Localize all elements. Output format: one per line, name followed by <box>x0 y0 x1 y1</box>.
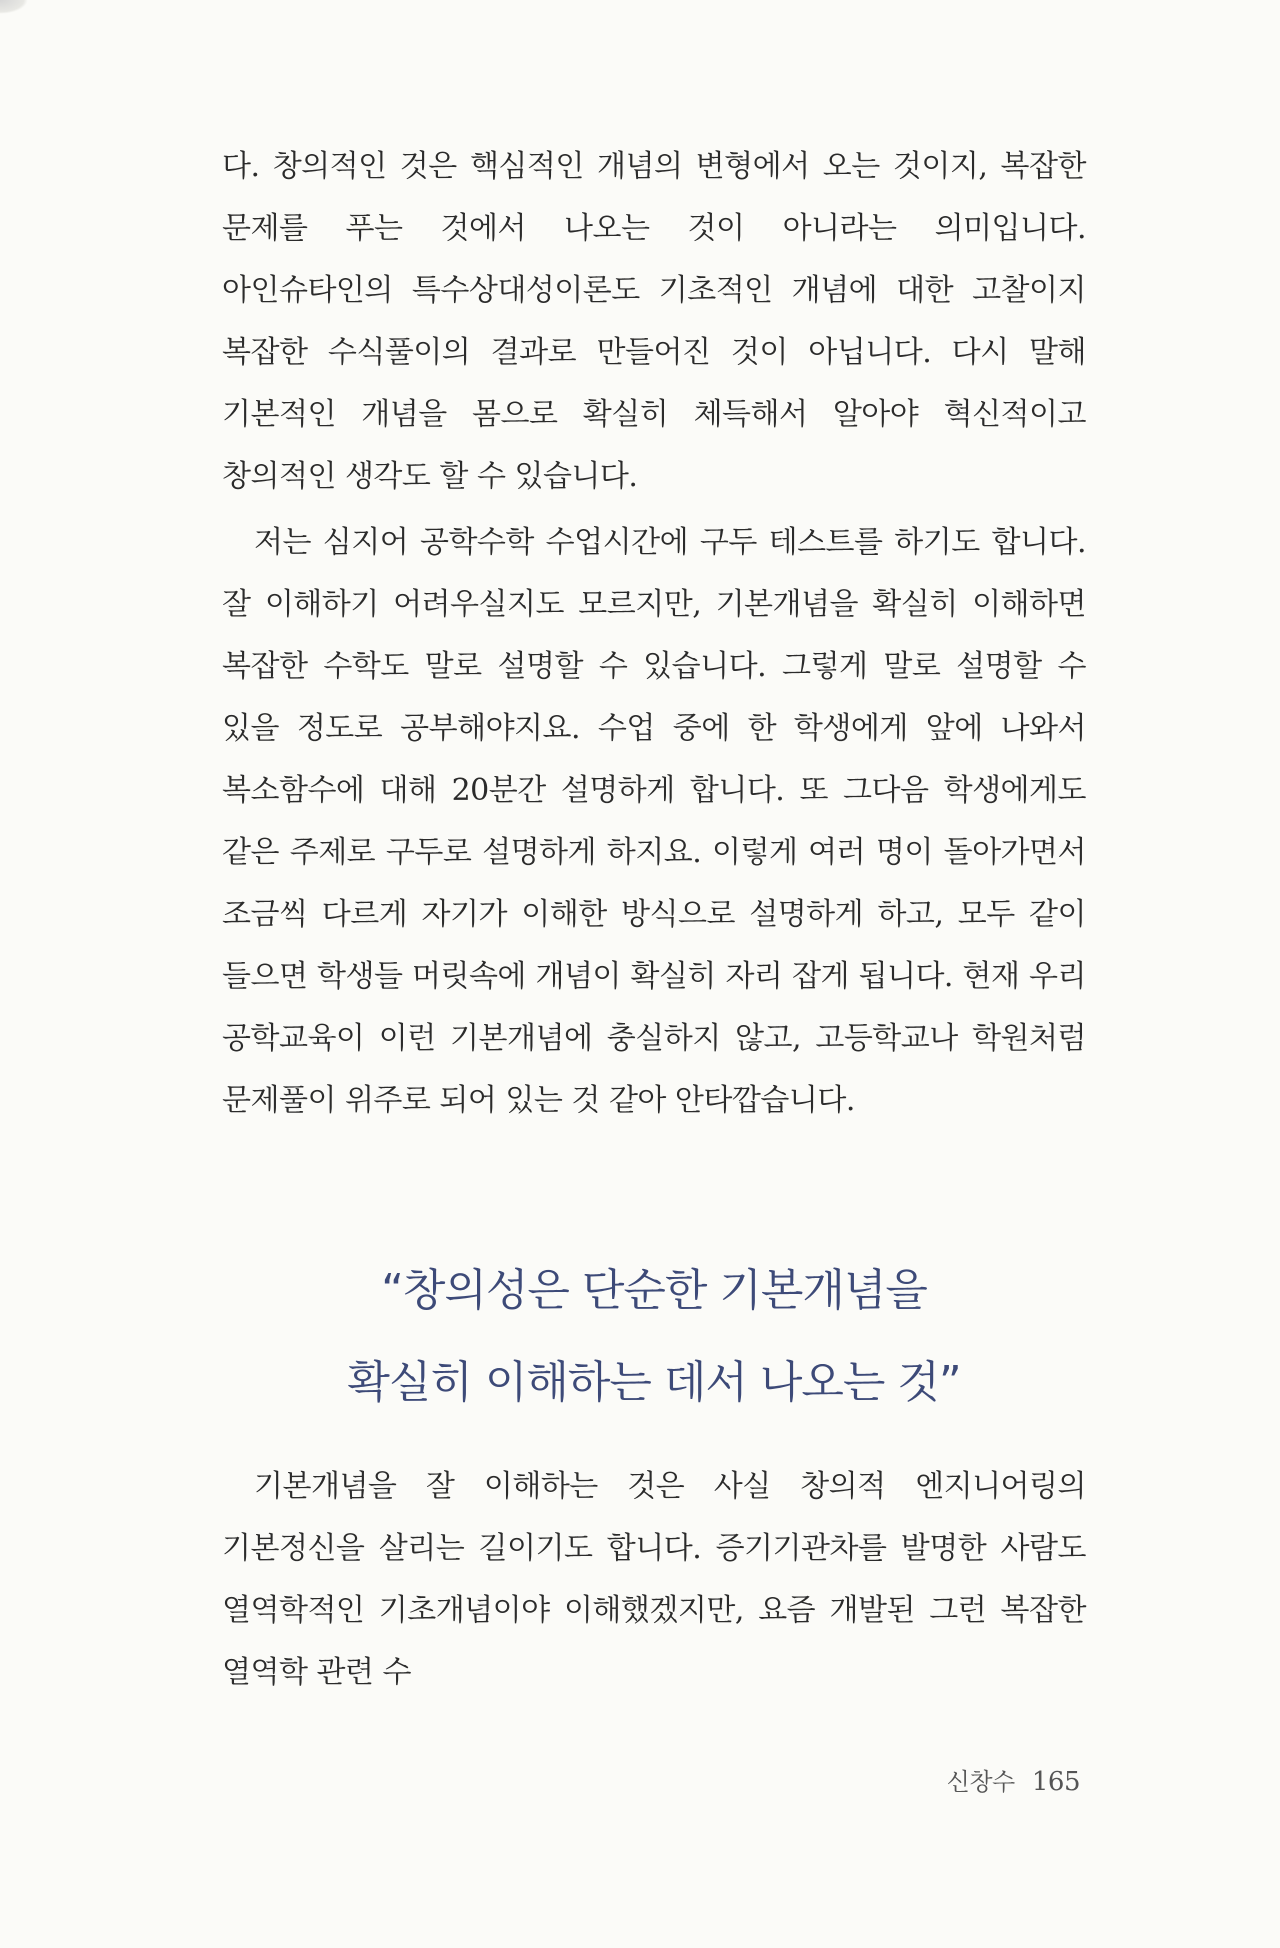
paragraph-continuation: 다. 창의적인 것은 핵심적인 개념의 변형에서 오는 것이지, 복잡한 문제를 푸는 것에서 나오는 것이 아니라는 의미입니다. 아인슈타인의 특수상대성이론도 기초적인 개념에 대한 고찰이지 복잡한 수식풀이의 결과로 만들어진 것이 아닙니다. 다시 말해 기본적인 개념을 몸으로 확실히 체득해서 알아야 혁신적이고 창의적인 생각도 할 수 있습니다. <box>222 149 1086 494</box>
page-corner-mark <box>0 0 28 14</box>
body-text-bottom <box>222 1456 1086 1704</box>
pull-quote-line-2: 확실히 이해하는 데서 나오는 것” <box>347 1357 961 1408</box>
pull-quote-line-1: “창의성은 단순한 기본개념을 <box>381 1265 927 1316</box>
page-number: 165 <box>1031 1767 1080 1797</box>
paragraph-basic-concepts: 기본개념을 잘 이해하는 것은 사실 창의적 엔지니어링의 기본정신을 살리는 길이기도 합니다. 증기기관차를 발명한 사람도 열역학적인 기초개념이야 이해했겠지만, 요즘 개발된 그런 복잡한 열역학 관련 수 <box>222 1469 1086 1690</box>
pull-quote <box>222 1245 1086 1429</box>
page-footer <box>947 1762 1080 1797</box>
running-footer-author: 신창수 <box>946 1768 1015 1796</box>
body-text-top <box>222 136 1086 1132</box>
paragraph-oral-test: 저는 심지어 공학수학 수업시간에 구두 테스트를 하기도 합니다. 잘 이해하기 어려우실지도 모르지만, 기본개념을 확실히 이해하면 복잡한 수학도 말로 설명할 수 있습니다. 그렇게 말로 설명할 수 있을 정도로 공부해야지요. 수업 중에 한 학생에게 앞에 나와서 복소함수에 대해 20분간 설명하게 합니다. 또 그다음 학생에게도 같은 주제로 구두로 설명하게 하지요. 이렇게 여러 명이 돌아가면서 조금씩 다르게 자기가 이해한 방식으로 설명하게 하고, 모두 같이 들으면 학생들 머릿속에 개념이 확실히 자리 잡게 됩니다. 현재 우리 공학교육이 이런 기본개념에 충실하지 않고, 고등학교나 학원처럼 문제풀이 위주로 되어 있는 것 같아 안타깝습니다. <box>222 525 1086 1118</box>
